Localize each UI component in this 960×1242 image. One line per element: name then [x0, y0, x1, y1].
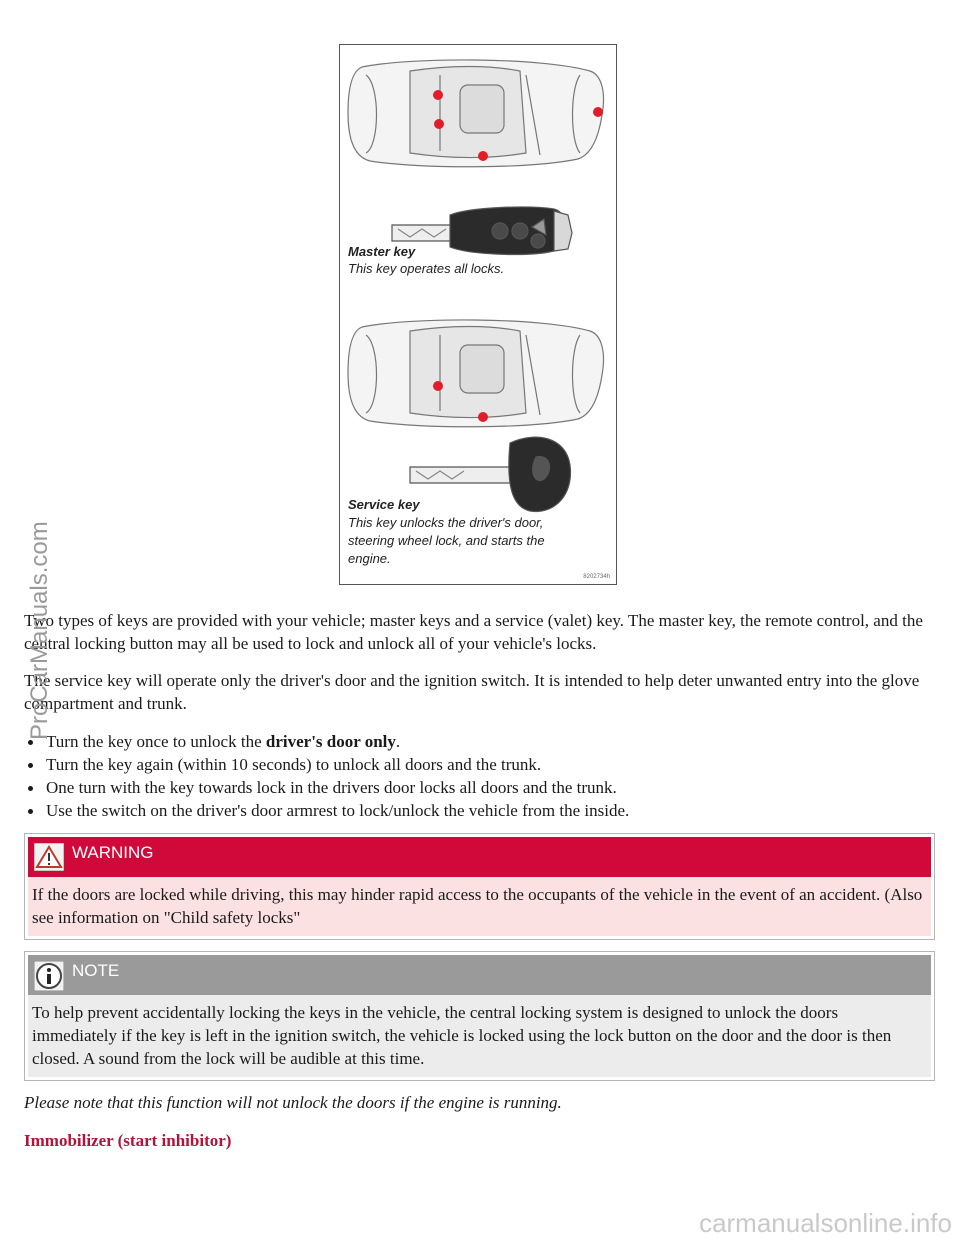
service-key-caption-line-2: steering wheel lock, and starts the: [348, 533, 545, 548]
service-key-drawing: [410, 437, 571, 511]
car-top-view-master: [348, 60, 604, 167]
list-item: [24, 776, 924, 799]
note-box: [24, 951, 935, 1081]
list-item-text: One turn with the key towards lock in the drivers door locks all doors and the trunk.: [46, 778, 617, 797]
master-key-caption-title: Master key: [348, 244, 416, 259]
lock-marker: [434, 119, 444, 129]
side-watermark: ProCarManuals.com: [26, 521, 53, 740]
figure-code: 8202734h: [583, 574, 610, 580]
list-item-text: Turn the key once to unlock the: [46, 732, 266, 751]
warning-header: [28, 837, 931, 877]
warning-box: [24, 833, 935, 940]
instruction-list: [24, 730, 924, 822]
keys-illustration: [339, 44, 617, 585]
list-item-text: Turn the key again (within 10 seconds) to unlock all doors and the trunk.: [46, 755, 542, 774]
bottom-watermark: carmanualsonline.info: [699, 1208, 952, 1238]
note-header: [28, 955, 931, 995]
service-key-caption-line-1: This key unlocks the driver's door,: [348, 515, 544, 530]
master-key-caption: This key operates all locks.: [348, 261, 505, 276]
warning-title: WARNING: [72, 843, 154, 862]
master-key-drawing: [392, 207, 572, 254]
lock-marker: [433, 381, 443, 391]
engine-running-note: Please note that this function will not unlock the doors if the engine is running.: [24, 1093, 562, 1112]
service-key-caption-line-3: engine.: [348, 551, 391, 566]
car-top-view-service: [348, 320, 604, 427]
list-item: [24, 753, 924, 776]
list-item-text: Use the switch on the driver's door armrest to lock/unlock the vehicle from the inside.: [46, 801, 630, 820]
list-item-tail: .: [395, 732, 401, 751]
list-item: [24, 799, 924, 822]
lock-marker: [433, 90, 443, 100]
warning-triangle-icon: [34, 843, 64, 876]
warning-text: If the doors are locked while driving, this may hinder rapid access to the occupants of the vehicle in the event of an accident. (Also see information on "Child safety locks": [28, 877, 931, 936]
note-title: NOTE: [72, 961, 120, 980]
list-item: [24, 730, 924, 753]
paragraph-key-types: Two types of keys are provided with your vehicle; master keys and a service (valet) key. The master key, the remote control, and the central locking button may all be used to lock and unlock all of your vehicle's locks.: [24, 611, 923, 653]
paragraph-service-key: The service key will operate only the driver's door and the ignition switch. It is intended to help deter unwanted entry into the glove compartment and trunk.: [24, 671, 920, 713]
note-text: To help prevent accidentally locking the keys in the vehicle, the central locking system is designed to unlock the doors immediately if the key is left in the ignition switch, the vehicle is locked using the lock button on the door and the door is then closed. A sound from the lock will be audible at this time.: [28, 995, 931, 1077]
service-key-caption-title: Service key: [348, 497, 420, 512]
lock-marker: [593, 107, 603, 117]
immobilizer-section-link[interactable]: Immobilizer (start inhibitor): [24, 1131, 232, 1150]
lock-marker: [478, 151, 488, 161]
lock-marker: [478, 412, 488, 422]
info-icon: [34, 961, 64, 996]
list-item-emphasis: driver's door only: [265, 732, 396, 751]
